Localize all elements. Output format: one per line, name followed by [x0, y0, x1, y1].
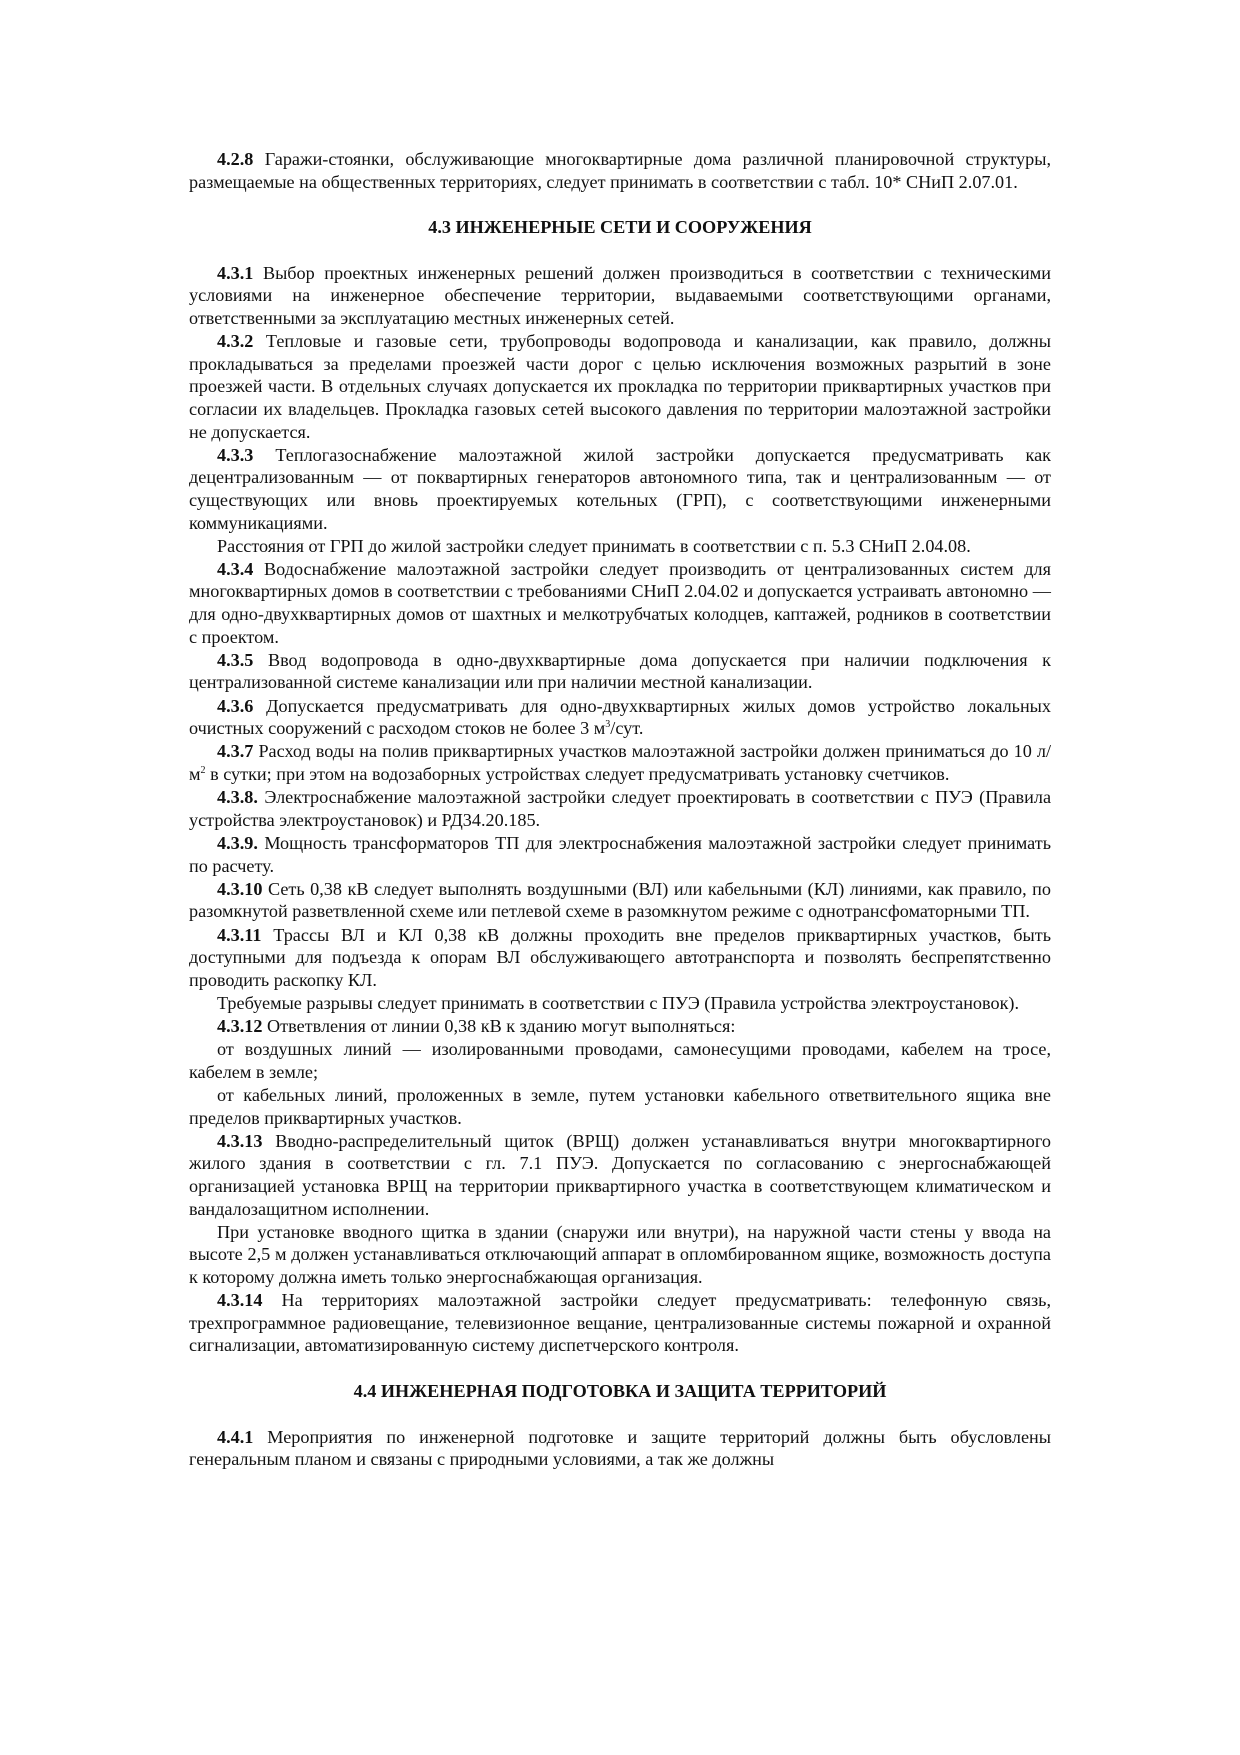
clause-number: 4.3.7 — [217, 741, 254, 762]
clause-number: 4.3.1 — [217, 262, 254, 283]
clause-text: Выбор проектных инженерных решений должен производиться в соответствии с техническими условиями на инженерное обеспечение территории, выдаваемыми соответствующими органами, ответственными за эксплуатацию местных инженерных сетей. — [189, 262, 1052, 328]
clause-text: Водоснабжение малоэтажной застройки следует производить от централизованных систем для многоквартирных домов в соответствии с требованиями СНиП 2.04.02 и допускается устраивать автономно — для одно-двухквартирных домов от шахтных и мелкотрубчатых колодцев, каптажей, родников в соответствии с проектом. — [189, 558, 1052, 647]
clause-text: Ответвления от линии 0,38 кВ к зданию могут выполняться: — [267, 1016, 736, 1037]
paragraph-4-3-12-overhead: от воздушных линий — изолированными проводами, самонесущими проводами, кабелем на тросе, кабелем в земле; — [189, 1039, 1051, 1082]
clause-text: Ввод водопровода в одно-двухквартирные дома допускается при наличии подключения к централизованной системе канализации или при наличии местной канализации. — [189, 649, 1052, 693]
superscript: 2 — [200, 765, 206, 776]
clause-number: 4.3.2 — [217, 331, 254, 352]
clause-text: Мощность трансформаторов ТП для электроснабжения малоэтажной застройки следует принимать по расчету. — [189, 832, 1051, 876]
clause-number: 4.3.3 — [217, 444, 254, 465]
clause-4-3-11 — [189, 924, 1051, 992]
clause-4-3-8 — [189, 786, 1051, 831]
clause-number: 4.3.4 — [217, 558, 254, 579]
paragraph-4-3-13-switch: При установке вводного щитка в здании (снаружи или внутри), на наружной части стены у ввода на высоте 2,5 м должен устанавливаться отключающий аппарат в опломбированном ящике, возможность доступа к которому должна иметь только энергоснабжающая организация. — [189, 1221, 1051, 1287]
clause-text: На территориях малоэтажной застройки следует предусматривать: телефонную связь, трехпрограммное радиовещание, телевизионное вещание, централизованные системы пожарной и охранной сигнализации, автоматизированную систему диспетчерского контроля. — [189, 1290, 1051, 1356]
clause-4-3-5 — [189, 649, 1051, 694]
clause-number: 4.3.13 — [217, 1130, 263, 1151]
clause-number: 4.3.5 — [217, 649, 254, 670]
clause-text: Тепловые и газовые сети, трубопроводы водопровода и канализации, как правило, должны прокладываться за пределами проезжей части дорог с целью исключения возможных разрытий в зоне проезжей части. В отдельных случаях допускается их прокладка по территории приквартирных участков при согласии их владельцев. Прокладка газовых сетей высокого давления по территории малоэтажной застройки не допускается. — [189, 331, 1052, 442]
clause-text: Расход воды на полив приквартирных участков малоэтажной застройки должен приниматься до 10 л/м — [189, 741, 1051, 784]
clause-number: 4.3.8. — [217, 787, 258, 808]
clause-number: 4.2.8 — [217, 149, 254, 169]
clause-4-3-12 — [189, 1015, 1051, 1038]
clause-4-2-8 — [189, 148, 1051, 193]
clause-4-3-3 — [189, 444, 1051, 534]
clause-number: 4.4.1 — [217, 1426, 254, 1447]
superscript: 3 — [605, 719, 611, 731]
clause-4-4-1 — [189, 1426, 1051, 1471]
paragraph-4-3-11-gaps: Требуемые разрывы следует принимать в соответствии с ПУЭ (Правила устройства электроустановок). — [217, 992, 1020, 1013]
clause-text: Теплогазоснабжение малоэтажной жилой застройки допускается предусматривать как децентрализованным — от поквартирных генераторов автономного типа, так и централизованным — от существующих или вновь проектируемых котельных (ГРП), с соответствующими инженерными коммуникациями. — [189, 444, 1052, 533]
clause-number: 4.3.12 — [217, 1016, 263, 1037]
section-heading-4-3: 4.3 ИНЖЕНЕРНЫЕ СЕТИ И СООРУЖЕНИЯ — [428, 217, 812, 238]
clause-text: Гаражи-стоянки, обслуживающие многоквартирные дома различной планировочной структуры, размещаемые на общественных территориях, следует принимать в соответствии с табл. 10* СНиП 2.07.01. — [189, 149, 1051, 192]
clause-4-3-2 — [189, 330, 1051, 443]
clause-number: 4.3.9. — [217, 832, 258, 853]
clause-4-3-9 — [189, 832, 1051, 877]
clause-text-tail: /сут. — [610, 718, 644, 739]
clause-text: Вводно-распределительный щиток (ВРЩ) должен устанавливаться внутри многоквартирного жилого здания в соответствии с гл. 7.1 ПУЭ. Допускается по согласованию с энергоснабжающей организацией установка ВРЩ на территории приквартирного участка в соответствующем климатическом и вандалозащитном исполнении. — [189, 1130, 1051, 1219]
clause-text-tail: в сутки; при этом на водозаборных устройствах следует предусматривать установку счетчиков. — [205, 764, 950, 784]
clause-number: 4.3.10 — [217, 878, 263, 899]
clause-text: Мероприятия по инженерной подготовке и защите территорий должны быть обусловлены генеральным планом и связаны с природными условиями, а так же должны — [189, 1426, 1051, 1470]
clause-4-3-6 — [189, 695, 1051, 740]
clause-text: Электроснабжение малоэтажной застройки следует проектировать в соответствии с ПУЭ (Правила устройства электроустановок) и РД34.20.185. — [189, 787, 1052, 830]
clause-number: 4.3.14 — [217, 1290, 263, 1311]
clause-4-3-10 — [189, 878, 1051, 923]
paragraph-4-3-3-grp: Расстояния от ГРП до жилой застройки следует принимать в соответствии с п. 5.3 СНиП 2.04.08. — [217, 535, 971, 556]
document-page — [189, 148, 1051, 1471]
clause-text: Трассы ВЛ и КЛ 0,38 кВ должны проходить вне пределов приквартирных участков, быть доступными для подъезда к опорам ВЛ обслуживающего автотранспорта и позволять беспрепятственно проводить раскопку КЛ. — [189, 924, 1052, 990]
clause-number: 4.3.6 — [217, 695, 254, 716]
paragraph-4-3-12-cable: от кабельных линий, проложенных в земле, путем установки кабельного ответвительного ящика вне пределов приквартирных участков. — [189, 1085, 1051, 1128]
section-heading-4-4: 4.4 ИНЖЕНЕРНАЯ ПОДГОТОВКА И ЗАЩИТА ТЕРРИТОРИЙ — [353, 1380, 887, 1401]
clause-text: Сеть 0,38 кВ следует выполнять воздушными (ВЛ) или кабельными (КЛ) линиями, как правило, по разомкнутой разветвленной схеме или петлевой схеме в разомкнутом режиме с однотрансфоматорными ТП. — [189, 878, 1051, 922]
clause-text: Допускается предусматривать для одно-двухквартирных жилых домов устройство локальных очистных сооружений с расходом стоков не более 3 м — [189, 695, 1051, 739]
clause-4-3-13 — [189, 1130, 1051, 1220]
clause-4-3-14 — [189, 1289, 1051, 1357]
clause-4-3-1 — [189, 262, 1051, 330]
clause-4-3-4 — [189, 558, 1051, 648]
clause-number: 4.3.11 — [217, 924, 262, 945]
clause-4-3-7 — [189, 740, 1051, 785]
